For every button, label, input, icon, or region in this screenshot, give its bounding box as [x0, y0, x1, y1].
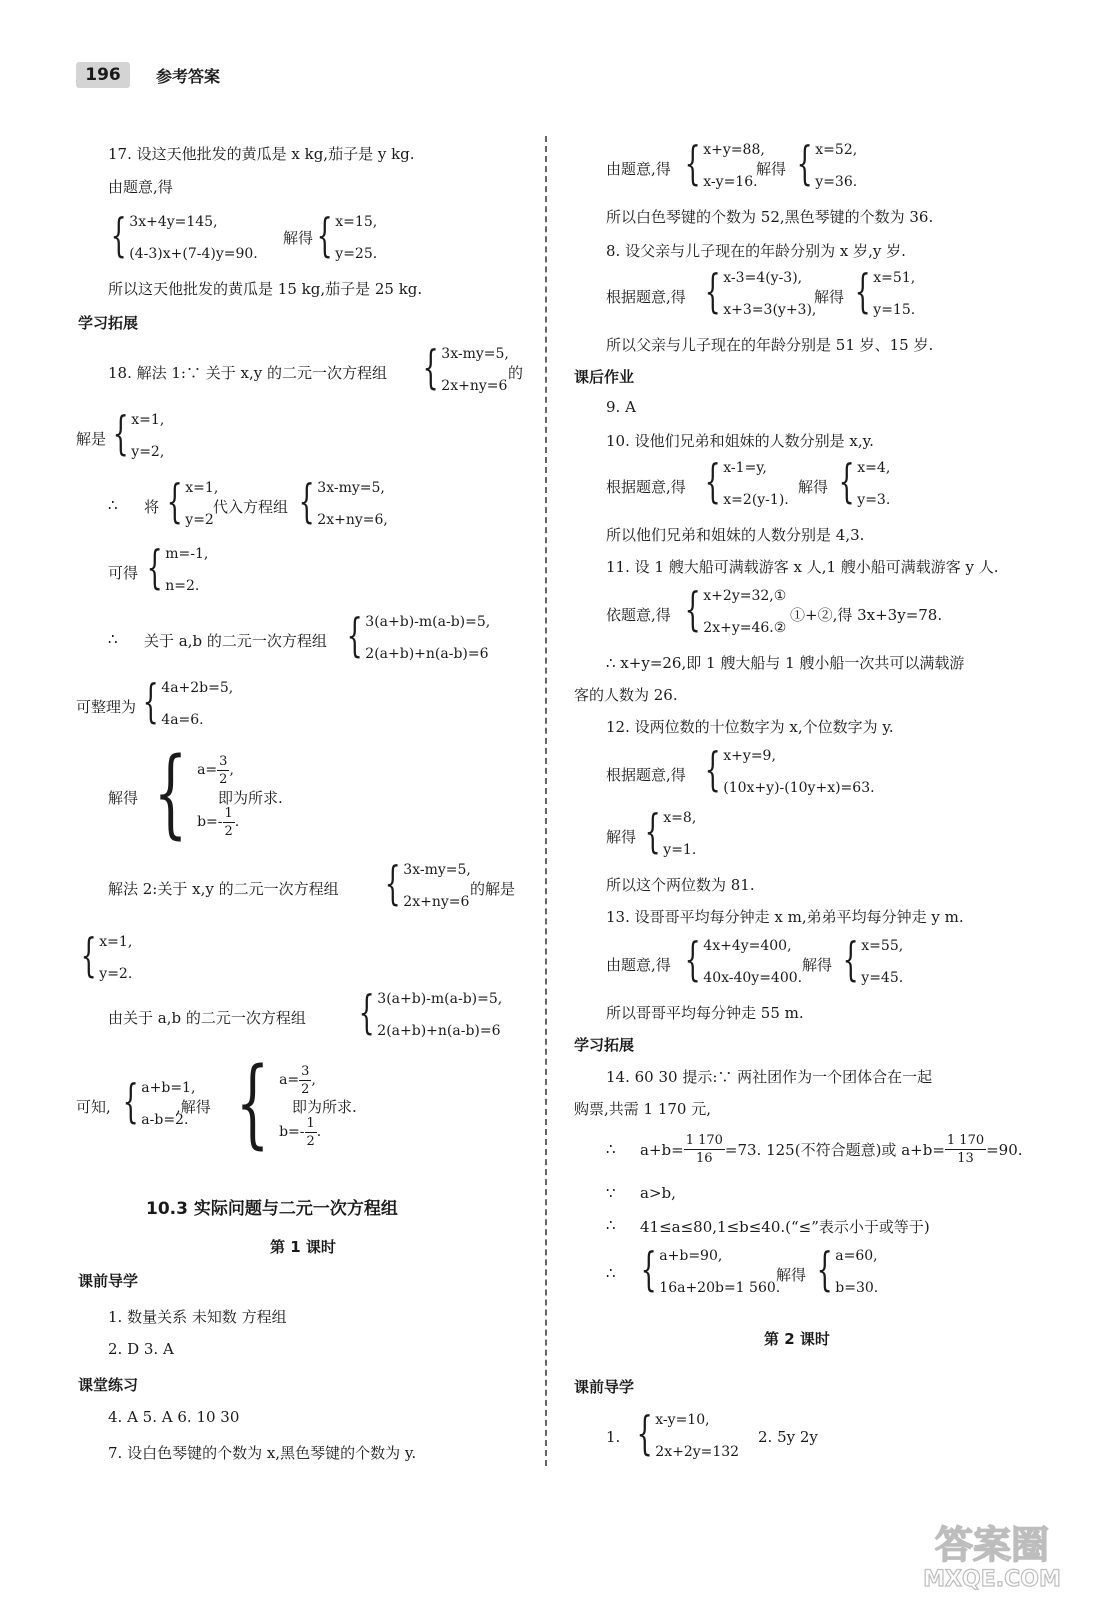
r11-yiti: 依题意,得: [606, 606, 671, 624]
brace: {: [838, 454, 855, 508]
r8-genju: 根据题意,得: [606, 288, 686, 306]
r13-system: [678, 930, 802, 994]
r8-conclusion: 所以父亲与儿子现在的年龄分别是 51 岁、15 岁.: [606, 336, 934, 354]
q18-method2-system-ab: [352, 983, 502, 1047]
equation-line: x=1,: [99, 934, 133, 950]
equation-line: y=25.: [335, 246, 378, 262]
section-heading-tuozhan: 学习拓展: [78, 314, 139, 332]
equation-line: y=2: [185, 512, 214, 528]
fraction: [945, 1132, 986, 1167]
equation-line: 2(a+b)+n(a-b)=6: [365, 646, 489, 662]
section-heading-ktlx: 课堂练习: [78, 1376, 139, 1394]
equation-line: 3x-my=5,: [441, 346, 509, 362]
numerator: 1 170: [685, 1133, 723, 1148]
b-lhs: b=-: [197, 814, 223, 830]
q18-guanyu-ab: 关于 a,b 的二元一次方程组: [144, 632, 327, 650]
denominator: 2: [224, 823, 233, 839]
q18-jiang: 将: [144, 498, 160, 516]
r13-you: 由题意,得: [606, 956, 671, 974]
fraction: [299, 1063, 311, 1098]
q18-method2-solution: [74, 926, 132, 990]
q18-jiwei: 即为所求.: [218, 789, 283, 807]
equation-line: y=2,: [131, 444, 165, 460]
brace: {: [235, 1047, 270, 1159]
q17-solution: [310, 206, 377, 270]
q18-kede: 可得: [108, 564, 139, 582]
denominator: 2: [306, 1133, 315, 1149]
q17-youtiyi: 由题意,得: [108, 178, 173, 196]
brace: {: [153, 737, 188, 849]
solve-label: 解得: [756, 160, 787, 178]
brace: {: [796, 136, 813, 190]
r11-system: [678, 580, 786, 644]
r14-a-gt-b: a>b,: [640, 1184, 676, 1202]
r7-conclusion: 所以白色琴键的个数为 52,黑色琴键的个数为 36.: [606, 208, 934, 226]
equation-line: 3(a+b)-m(a-b)=5,: [377, 991, 503, 1007]
watermark-logo: [907, 1516, 1077, 1592]
r7-youtiyi: 由题意,得: [606, 160, 671, 178]
brace: {: [346, 608, 363, 662]
brace: {: [166, 474, 183, 528]
r8-system: [698, 262, 816, 326]
therefore-symbol: ∴: [606, 1216, 616, 1234]
denominator: 16: [696, 1151, 713, 1166]
equation-line: x=55,: [861, 938, 904, 954]
brace: {: [636, 1406, 653, 1460]
equation-line: y=15.: [873, 302, 916, 318]
equation-line: 2(a+b)+n(a-b)=6: [377, 1023, 501, 1039]
r12-conclusion: 所以这个两位数为 81.: [606, 876, 755, 894]
q17-conclusion: 所以这天他批发的黄瓜是 15 kg,茄子是 25 kg.: [108, 280, 423, 298]
q18-kezhi: 可知,: [76, 1098, 111, 1116]
brace: {: [122, 1074, 139, 1128]
brace: {: [704, 742, 721, 796]
r9-answer: 9. A: [606, 398, 636, 416]
q17-equation-system: [104, 206, 258, 270]
r8-solution: [848, 262, 915, 326]
denominator: 13: [957, 1151, 974, 1166]
equation-line: a+b=90,: [659, 1248, 723, 1264]
brace: {: [316, 208, 333, 262]
denominator: 2: [301, 1081, 310, 1097]
equation-line: x-y=10,: [655, 1412, 710, 1428]
r13-solution: [836, 930, 903, 994]
q18-solution-xy: [106, 404, 164, 468]
equation-line: a=60,: [835, 1248, 878, 1264]
q18-de: 的: [508, 364, 524, 382]
b-lhs: b=-: [279, 1124, 305, 1140]
brace: {: [644, 804, 661, 858]
r14-line-2: 购票,共需 1 170 元,: [574, 1100, 712, 1118]
equation-line: 3x-my=5,: [403, 862, 471, 878]
page-number: 196: [76, 62, 130, 88]
equation-line: 2x+ny=6,: [317, 512, 388, 528]
equation-line: a= $\frac{3}{2}$ ,: [279, 1063, 316, 1097]
q18-method2-you: 由关于 a,b 的二元一次方程组: [108, 1009, 306, 1027]
q18-dairu: 代入方程组: [213, 498, 289, 516]
r10-setup: 10. 设他们兄弟和姐妹的人数分别是 x,y.: [606, 432, 874, 450]
equation-line: 3x+4y=145,: [129, 214, 218, 230]
equation-line: (4-3)x+(7-4)y=90.: [129, 246, 258, 262]
r10-conclusion: 所以他们兄弟和姐妹的人数分别是 4,3.: [606, 526, 865, 544]
r14-system: [634, 1240, 780, 1304]
brace: {: [80, 928, 97, 982]
lesson-1-heading: 第 1 课时: [270, 1238, 336, 1256]
r12-genju: 根据题意,得: [606, 766, 686, 784]
q18-method2-jiwei: 即为所求.: [292, 1098, 357, 1116]
r11-sum-step: ①+②,得 3x+3y=78.: [790, 606, 943, 624]
q18-system-xy: [416, 338, 509, 402]
equation-line: (10x+y)-(10y+x)=63.: [723, 780, 875, 796]
r12-solution: [638, 802, 696, 866]
numerator: 3: [301, 1063, 310, 1079]
brace: {: [854, 264, 871, 318]
r12-system: [698, 740, 875, 804]
equation-line: 4x+4y=400,: [703, 938, 792, 954]
brace: {: [640, 1242, 657, 1296]
equation-line: 2x+ny=6: [441, 378, 508, 394]
r7-system: [678, 134, 765, 198]
equation-line: x+3=3(y+3),: [723, 302, 817, 318]
therefore-symbol: ∴: [606, 1140, 616, 1158]
r12-jiede: 解得: [606, 828, 637, 846]
numerator: 1 170: [946, 1133, 985, 1148]
q18-jiede: 解得: [108, 789, 139, 807]
fraction: [223, 805, 235, 840]
brace: {: [110, 208, 127, 262]
equation-line: x=8,: [663, 810, 697, 826]
solve-label: 解得: [798, 478, 829, 496]
equation-line: x=52,: [815, 142, 858, 158]
equation-line: x+2y=32,①: [703, 588, 787, 604]
r-last-system: [630, 1404, 739, 1468]
equation-line: 3x-my=5,: [317, 480, 385, 496]
section-heading-tuozhan-right: 学习拓展: [574, 1036, 635, 1054]
page-header-title: 参考答案: [156, 67, 221, 86]
brace: {: [842, 932, 859, 986]
a-lhs: a=: [197, 762, 218, 778]
q18-jieshi: 解是: [76, 430, 107, 448]
brace: {: [816, 1242, 833, 1296]
q18-system-ab: [340, 606, 490, 670]
equation-line: b=30.: [835, 1280, 879, 1296]
q18-system-sub: [292, 472, 388, 536]
r11-conclusion-2: 客的人数为 26.: [574, 686, 678, 704]
column-divider: [545, 136, 547, 1466]
svg-text:MXQE.COM: MXQE.COM: [923, 1567, 1061, 1592]
solve-label: 解得: [776, 1266, 807, 1284]
brace: {: [112, 406, 129, 460]
equation-line: 2x+y=46.②: [703, 620, 787, 636]
ab-lhs: a+b=: [640, 1140, 684, 1159]
q18-mn-values: [140, 538, 208, 602]
equation-line: 40x-40y=400.: [703, 970, 803, 986]
kq-answer-2-3: 2. D 3. A: [108, 1340, 174, 1358]
equation-line: x=1,: [185, 480, 219, 496]
equation-line: x-y=16.: [703, 174, 758, 190]
brace: {: [384, 856, 401, 910]
q18-method2-jiede: ,解得: [176, 1098, 211, 1116]
q18-method2-dejie: 的解是: [470, 880, 516, 898]
brace: {: [142, 674, 159, 728]
r14-line-1: 14. 60 30 提示:∵ 两社团作为一个团体合在一起: [606, 1068, 933, 1086]
numerator: 3: [219, 753, 228, 769]
equation-line: n=2.: [165, 578, 200, 594]
equation-line: y=1.: [663, 842, 697, 858]
r13-setup: 13. 设哥哥平均每分钟走 x m,弟弟平均每分钟走 y m.: [606, 908, 964, 926]
r-last-1: 1.: [606, 1428, 621, 1446]
therefore-symbol: ∴: [108, 496, 118, 514]
svg-text:答案圈: 答案圈: [934, 1523, 1050, 1567]
solve-label: 解得: [802, 956, 833, 974]
equation-line: x-1=y,: [723, 460, 767, 476]
equation-line: a-b=2.: [141, 1112, 189, 1128]
r10-genju: 根据题意,得: [606, 478, 686, 496]
fraction: [684, 1132, 725, 1167]
equation-line: x=51,: [873, 270, 916, 286]
r14-end-text: =90.: [986, 1140, 1023, 1159]
section-heading-khzy: 课后作业: [574, 368, 635, 386]
brace: {: [684, 582, 701, 636]
equation-line: x=15,: [335, 214, 378, 230]
because-symbol: ∵: [606, 1184, 616, 1202]
q18-zhengli: 可整理为: [76, 698, 137, 716]
equation-line: y=36.: [815, 174, 858, 190]
brace: {: [704, 454, 721, 508]
kq-answer-1: 1. 数量关系 未知数 方程组: [108, 1308, 287, 1326]
r11-setup: 11. 设 1 艘大船可满载游客 x 人,1 艘小船可满载游客 y 人.: [606, 558, 999, 576]
equation-line: y=45.: [861, 970, 904, 986]
equation-line: a+b=1,: [141, 1080, 196, 1096]
equation-line: x+y=9,: [723, 748, 776, 764]
r10-solution: [832, 452, 890, 516]
equation-line: 4a+2b=5,: [161, 680, 234, 696]
q18-method2-intro: 解法 2:关于 x,y 的二元一次方程组: [108, 880, 339, 898]
equation-line: b=- $\frac{1}{2}$ .: [279, 1115, 322, 1149]
kt-answer-7: 7. 设白色琴键的个数为 x,黑色琴键的个数为 y.: [108, 1444, 417, 1462]
equation-line: 2x+2y=132: [655, 1444, 740, 1460]
r13-conclusion: 所以哥哥平均每分钟走 55 m.: [606, 1004, 804, 1022]
q18-intro: 18. 解法 1:∵ 关于 x,y 的二元一次方程组: [108, 364, 387, 382]
kt-answer-4-6: 4. A 5. A 6. 10 30: [108, 1408, 240, 1426]
q18-simplified-system: [136, 672, 233, 736]
equation-line: 4a=6.: [161, 712, 204, 728]
equation-line: 16a+20b=1 560.: [659, 1280, 781, 1296]
equation-line: x-3=4(y-3),: [723, 270, 803, 286]
r8-setup: 8. 设父亲与儿子现在的年龄分别为 x 岁,y 岁.: [606, 242, 906, 260]
section-heading-kqdx-right: 课前导学: [574, 1378, 635, 1396]
equation-line: b=- $\frac{1}{2}$ .: [197, 805, 240, 839]
numerator: 1: [224, 805, 233, 821]
therefore-symbol: ∴: [606, 1264, 616, 1282]
r-last-2: 2. 5y 2y: [758, 1428, 818, 1446]
fraction: [305, 1115, 317, 1150]
equation-line: x+y=88,: [703, 142, 765, 158]
section-heading-kqdx: 课前导学: [78, 1272, 139, 1290]
q18-sub-values: [160, 472, 218, 536]
brace: {: [146, 540, 163, 594]
brace: {: [298, 474, 315, 528]
r14-fraction-line: [640, 1132, 1023, 1167]
r14-range: 41≤a≤80,1≤b≤40.(“≤”表示小于或等于): [640, 1218, 930, 1236]
r14-middle-text: =73. 125(不符合题意)或 a+b=: [724, 1141, 945, 1159]
r14-solution: [810, 1240, 878, 1304]
r11-conclusion-1: ∴ x+y=26,即 1 艘大船与 1 艘小船一次共可以满载游: [606, 654, 965, 672]
fraction: [217, 753, 229, 788]
lesson-2-heading: 第 2 课时: [764, 1330, 830, 1348]
denominator: 2: [219, 771, 228, 787]
therefore-symbol: ∴: [108, 630, 118, 648]
equation-line: y=3.: [857, 492, 891, 508]
brace: {: [684, 932, 701, 986]
equation-line: y=2.: [99, 966, 133, 982]
q17-setup: 17. 设这天他批发的黄瓜是 x kg,茄子是 y kg.: [108, 145, 415, 163]
equation-line: a= $\frac{3}{2}$ ,: [197, 753, 234, 787]
a-lhs: a=: [279, 1072, 300, 1088]
solve-label: 解得: [283, 229, 314, 247]
r7-solution: [790, 134, 857, 198]
equation-line: 2x+ny=6: [403, 894, 470, 910]
equation-line: x=2(y-1).: [723, 492, 789, 508]
r10-system: [698, 452, 789, 516]
section-title: 10.3 实际问题与二元一次方程组: [146, 1199, 398, 1219]
solve-label: 解得: [814, 288, 845, 306]
brace: {: [422, 340, 439, 394]
equation-line: x=4,: [857, 460, 891, 476]
equation-line: m=-1,: [165, 546, 209, 562]
r12-setup: 12. 设两位数的十位数字为 x,个位数字为 y.: [606, 718, 894, 736]
q18-method2-system: [378, 854, 471, 918]
brace: {: [358, 985, 375, 1039]
numerator: 1: [306, 1115, 315, 1131]
brace: {: [684, 136, 701, 190]
equation-line: x=1,: [131, 412, 165, 428]
brace: {: [704, 264, 721, 318]
equation-line: 3(a+b)-m(a-b)=5,: [365, 614, 491, 630]
